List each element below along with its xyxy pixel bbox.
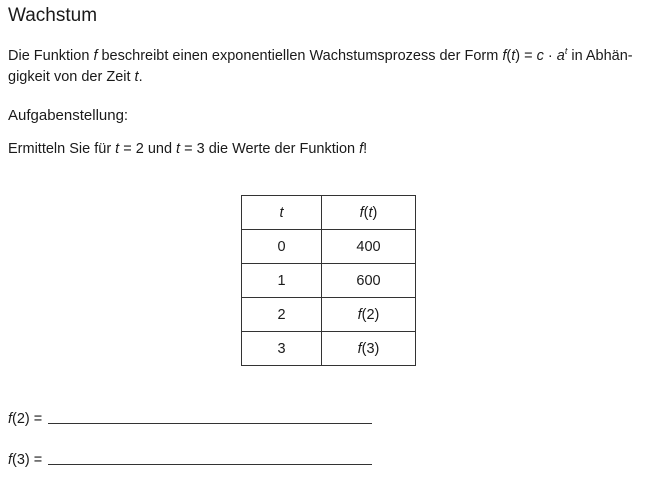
table-row bbox=[242, 298, 416, 332]
intro-text: gigkeit von der Zeit bbox=[8, 69, 135, 85]
answer-f3 bbox=[8, 452, 372, 468]
cell-t: 3 bbox=[242, 332, 322, 366]
time-variable: t bbox=[115, 141, 120, 157]
answer-f2 bbox=[8, 411, 372, 427]
function-symbol: f bbox=[93, 48, 98, 64]
formula-t: t bbox=[511, 48, 516, 64]
formula-f: f bbox=[502, 48, 507, 64]
value-table bbox=[241, 195, 416, 366]
formula-c: c bbox=[536, 48, 544, 64]
intro-text: . bbox=[138, 69, 143, 85]
answer-line-f3[interactable] bbox=[48, 464, 372, 465]
cell-value: f(3) bbox=[322, 332, 416, 366]
intro-paragraph bbox=[8, 46, 653, 88]
cell-value: 400 bbox=[322, 230, 416, 264]
formula-dot: · bbox=[543, 48, 557, 64]
cell-t: 2 bbox=[242, 298, 322, 332]
answer-label: f(3) = bbox=[8, 452, 43, 468]
time-variable: t bbox=[134, 69, 139, 85]
task-text: Ermitteln Sie für t = 2 und t = 3 die Werte der Funktion f! bbox=[8, 141, 368, 157]
formula-exponent: t bbox=[564, 46, 568, 56]
formula-paren: ( bbox=[506, 48, 512, 64]
intro-text: Die Funktion bbox=[8, 48, 94, 64]
table-row bbox=[242, 230, 416, 264]
time-variable: t bbox=[176, 141, 181, 157]
cell-value: f(2) bbox=[322, 298, 416, 332]
table-row bbox=[242, 264, 416, 298]
intro-text: in Abhän- bbox=[567, 48, 633, 64]
header-t: t bbox=[242, 196, 322, 230]
page-title: Wachstum bbox=[8, 5, 98, 26]
task-heading: Aufgabenstellung: bbox=[8, 107, 129, 124]
header-f: f(t) bbox=[322, 196, 416, 230]
cell-t: 0 bbox=[242, 230, 322, 264]
answer-label: f(2) = bbox=[8, 411, 43, 427]
table-row bbox=[242, 332, 416, 366]
table-header-row bbox=[242, 196, 416, 230]
answer-line-f2[interactable] bbox=[48, 423, 372, 424]
function-symbol: f bbox=[359, 141, 364, 157]
formula-a: a bbox=[556, 48, 565, 64]
cell-value: 600 bbox=[322, 264, 416, 298]
formula-equals: ) = bbox=[515, 48, 537, 64]
intro-text: beschreibt einen exponentiellen Wachstumsprozess der Form bbox=[97, 48, 503, 64]
cell-t: 1 bbox=[242, 264, 322, 298]
